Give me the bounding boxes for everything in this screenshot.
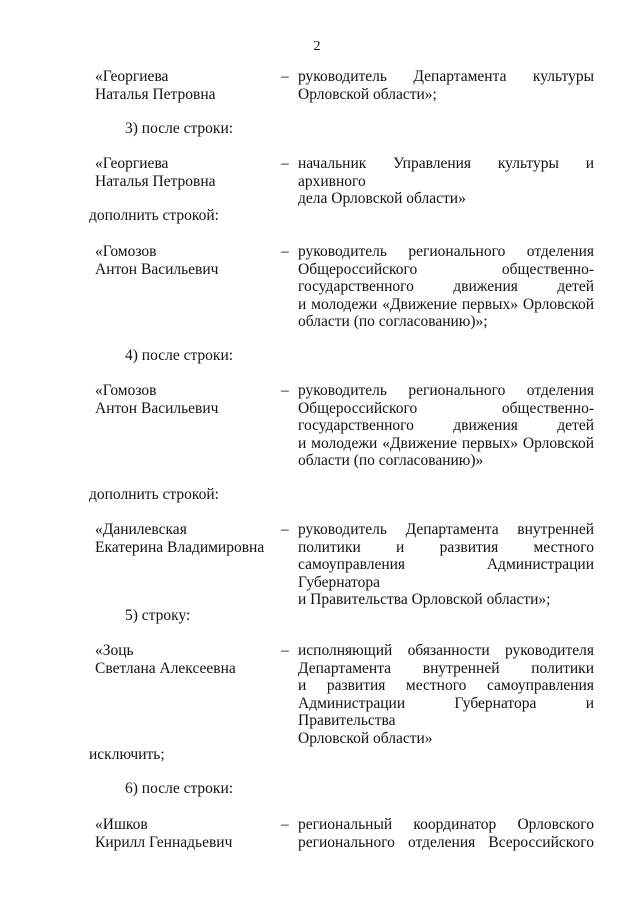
position-description (298, 243, 594, 331)
paragraph-add-line-1: дополнить строкой: (89, 207, 219, 224)
dash: – (281, 521, 289, 538)
desc-line: начальник Управления культуры и архивного (298, 155, 594, 190)
desc-line: государственного движения детей (298, 417, 594, 434)
desc-line: регионального отделения Всероссийского (298, 833, 594, 851)
dash: – (281, 642, 289, 659)
desc-line: руководитель Департамента внутренней (298, 521, 594, 538)
name-line: «Георгиева (95, 68, 169, 85)
desc-line: и молодежи «Движение первых» Орловской (298, 434, 594, 452)
position-description (298, 521, 594, 609)
dash: – (281, 382, 289, 399)
position-description (298, 382, 594, 470)
dash: – (281, 155, 289, 172)
name-line: Кирилл Геннадьевич (95, 833, 233, 851)
desc-line: области (по согласованию)»; (298, 313, 488, 330)
desc-line: руководитель регионального отделения (298, 243, 594, 260)
desc-line: руководитель регионального отделения (298, 382, 594, 399)
dash: – (281, 816, 289, 833)
desc-line: Орловской области»; (298, 85, 437, 103)
paragraph-item-5: 5) строку: (125, 607, 191, 624)
dash: – (281, 68, 289, 85)
desc-line: региональный координатор Орловского (298, 816, 594, 833)
dash: – (281, 243, 289, 260)
desc-line: государственного движения детей (298, 278, 594, 295)
name-line: «Георгиева (95, 155, 169, 172)
position-description (298, 68, 594, 103)
person-name (95, 521, 285, 556)
position-description (298, 816, 594, 851)
desc-line: и развития местного самоуправления (298, 677, 594, 694)
person-name (95, 243, 285, 278)
paragraph-item-3: 3) после строки: (125, 120, 234, 137)
desc-line: исполняющий обязанности руководителя (298, 642, 594, 659)
paragraph-exclude: исключить; (89, 746, 165, 763)
name-line: Светлана Алексеевна (95, 659, 236, 677)
person-name (95, 382, 285, 417)
desc-line: дела Орловской области» (298, 190, 466, 207)
desc-line: Общероссийского общественно- (298, 260, 594, 278)
person-name (95, 68, 285, 103)
name-line: Антон Васильевич (95, 260, 219, 278)
desc-line: самоуправления Администрации Губернатора (298, 556, 594, 591)
name-line: Наталья Петровна (95, 85, 216, 103)
desc-line: руководитель Департамента культуры (298, 68, 594, 85)
name-line: Екатерина Владимировна (95, 538, 265, 556)
person-name (95, 155, 285, 190)
position-description (298, 155, 594, 208)
name-line: Наталья Петровна (95, 172, 216, 190)
name-line: «Зоць (95, 642, 134, 659)
name-line: «Гомозов (95, 243, 157, 260)
desc-line: Администрации Губернатора и Правительства (298, 694, 594, 729)
paragraph-item-4: 4) после строки: (125, 347, 234, 364)
desc-line: области (по согласованию)» (298, 452, 484, 469)
desc-line: Общероссийского общественно- (298, 399, 594, 417)
name-line: Антон Васильевич (95, 399, 219, 417)
name-line: «Гомозов (95, 382, 157, 399)
paragraph-item-6: 6) после строки: (125, 780, 234, 797)
desc-line: политики и развития местного (298, 538, 594, 556)
desc-line: Департамента внутренней политики (298, 659, 594, 677)
name-line: «Ишков (95, 816, 148, 833)
person-name (95, 642, 285, 677)
name-line: «Данилевская (95, 521, 187, 538)
position-description (298, 642, 594, 747)
desc-line: Орловской области» (298, 729, 433, 747)
paragraph-add-line-2: дополнить строкой: (89, 486, 219, 503)
person-name (95, 816, 285, 851)
desc-line: и Правительства Орловской области»; (298, 591, 551, 608)
desc-line: и молодежи «Движение первых» Орловской (298, 295, 594, 313)
page-number: 2 (313, 39, 321, 54)
